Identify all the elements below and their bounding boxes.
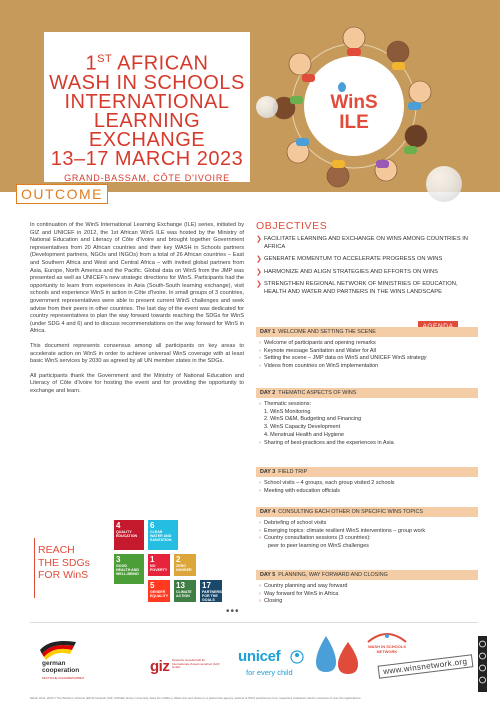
- outcome-paragraph: All participants thank the Government and the Ministry of National Education and Literacy of Côte d'Ivoire for hosting the event and for providing the opportunity to exchange and learn.: [30, 372, 244, 394]
- day-items: [256, 337, 478, 371]
- event-date: 13–17 MARCH 2023: [50, 147, 244, 170]
- event-location: GRAND-BASSAM, CÔTE D'IVOIRE: [64, 172, 230, 183]
- agenda-item: › Closing: [264, 598, 478, 606]
- agenda-item: › Sharing of best-practices and the experiences in Asia: [264, 440, 478, 448]
- title-line-1: 1ST AFRICAN: [85, 52, 209, 75]
- day-items: [256, 580, 478, 606]
- agenda-day-2: [256, 388, 478, 447]
- objective-item: ❯ GENERATE MOMENTUM TO ACCELERATE PROGRESS ON WINS: [256, 256, 443, 264]
- cc-license-icon: [478, 636, 487, 692]
- chevron-right-icon: ❯: [256, 268, 262, 276]
- sdg-tile-4: 4 QUALITY EDUCATION: [114, 520, 144, 550]
- agenda-item: › Emerging topics: climate resilient WinS interventions – group work: [264, 528, 478, 536]
- agenda-item: 4. Menstrual Health and Hygiene: [264, 431, 345, 438]
- agenda-item: › Videos from countries on WinS implementation: [264, 363, 478, 371]
- agenda-item: › Country consultation sessions (3 countries):: [264, 535, 478, 543]
- title-card: [44, 32, 250, 182]
- decorative-bubble: [256, 96, 278, 118]
- chevron-right-icon: ❯: [256, 256, 262, 264]
- creative-commons-badge: [478, 636, 487, 692]
- website-url[interactable]: www.winsnetwork.org: [378, 654, 473, 678]
- wins-network-logo-icon: [366, 630, 408, 644]
- german-cooperation-flag-icon: [38, 636, 78, 660]
- unicef-tagline: for every child: [246, 668, 293, 677]
- agenda-item: › School visits – 4 groups, each group visited 2 schools: [264, 480, 478, 488]
- day-items: [256, 517, 478, 551]
- unicef-globe-icon: [290, 650, 304, 664]
- agenda-item: › Country planning and way forward: [264, 583, 478, 591]
- outcome-paragraph: This document represents consensus among all participants on key areas to accelerate action on WinS in order to achieve universal WinS coverage with at least basic WinS services by 2030 as agreed by all UN member states in the SDGs.: [30, 342, 244, 365]
- agenda-item: › Meeting with education officials: [264, 488, 478, 496]
- footer-fine-print: March 22nd, 2023 // The WASH in Schools (WinS) Network (GIZ, UNICEF, Emory University, Save the Children, Water Aid, and others) is a global inter-agency network of WinS practitioners from respective institutions which comprises of over 60 organizations.: [30, 696, 362, 700]
- day-header: DAY 4 CONSULTING EACH OTHER ON SPECIFIC WINS TOPICS: [256, 507, 478, 517]
- german-cooperation-sub: DEUTSCHE ZUSAMMENARBEIT: [42, 676, 85, 680]
- agenda-day-5: [256, 570, 478, 606]
- title-line-3: INTERNATIONAL: [64, 90, 230, 113]
- agenda-item: › Debriefing of school visits: [264, 520, 478, 528]
- agenda-day-3: [256, 467, 478, 495]
- title-line-2: WASH IN SCHOOLS: [49, 71, 245, 94]
- outcome-tab: OUTCOME: [16, 184, 108, 204]
- chevron-right-icon: ❯: [256, 236, 262, 243]
- agenda-item: › Setting the scene – JMP data on WinS and UNICEF WinS strategy: [264, 355, 478, 363]
- agenda-item: › Welcome of participants and opening remarks: [264, 340, 478, 348]
- sdg-tile-3: 3 GOOD HEALTH AND WELL-BEING: [114, 554, 144, 584]
- day-header: DAY 5 PLANNING, WAY FORWARD AND CLOSING: [256, 570, 478, 580]
- agenda-item: › Keynote message Sanitation and Water for All: [264, 348, 478, 356]
- day-header: DAY 2 THEMATIC ASPECTS OF WINS: [256, 388, 478, 398]
- svg-text:WinS: WinS: [330, 92, 378, 113]
- title-line-4: LEARNING EXCHANGE: [88, 109, 206, 151]
- day-items: [256, 398, 478, 447]
- reach-sdgs-label: REACH THE SDGs FOR WinS: [38, 544, 90, 581]
- water-drops-icon: [312, 632, 362, 678]
- sdg-tile-17: 17 PARTNERSHIPS FOR THE GOALS: [202, 581, 230, 602]
- outcome-text: [30, 222, 244, 402]
- sdg-tile-13: 13 CLIMATE ACTION: [174, 580, 196, 602]
- svg-text:ILE: ILE: [339, 112, 369, 133]
- reach-divider: [34, 538, 35, 598]
- agenda-item: 3. WinS Capacity Development: [264, 424, 341, 431]
- agenda-item: peer to peer learning on WinS challenges: [268, 543, 369, 550]
- agenda-item: › Thematic sessions:: [264, 401, 478, 409]
- more-sdgs-indicator: •••: [226, 606, 240, 617]
- giz-logo: giz: [150, 658, 170, 675]
- agenda-item: › Way forward for WinS in Africa: [264, 591, 478, 599]
- sdg-tile-6: 6 CLEAN WATER AND SANITATION: [148, 520, 178, 550]
- chevron-right-icon: ❯: [256, 281, 262, 289]
- outcome-paragraph: In continuation of the WinS International Learning Exchange (ILE) series, initiated by GIZ and UNICEF in 2012, the 1st African WinS ILE was hosted by the Ministry of National Education and Literacy of Côte d'Ivoire and brought together Government representatives from 20 African countries and their key WASH in Schools partners (Development partners, NGOs and INGOs) from a total of 26 African countries – East and Southern Africa and West and Central Africa – with invited global partners from Asia, Europe, North America and the Pacific. Global data on WinS from the JMP was presented as well as UNICEF's new strategic directions for WinS. Participants had the opportunity to learn from experiences in Asia (South-South learning exchange), visit schools and experience WinS in action in Côte d'Ivoire. In small groups of 3 countries, government representatives were able to present current WinS challenges and seek advise from their peers in other countries. The last day of the event was dedicated for country representatives to plan the way forward towards reaching the SDGs for WinS (under SDG 4 and 6) and to discuss recommendations on the way forward for WinS in Africa.: [30, 222, 244, 335]
- unicef-logo: unicef: [238, 648, 281, 665]
- german-cooperation-logo: german cooperation: [42, 660, 80, 674]
- objectives-list: [256, 236, 476, 302]
- objective-item: ❯ HARMONIZE AND ALIGN STRATEGIES AND EFFORTS ON WINS: [256, 268, 439, 276]
- agenda-day-1: [256, 327, 478, 371]
- day-header: DAY 1 WELCOME AND SETTING THE SCENE: [256, 327, 478, 337]
- agenda-item: 1. WinS Monitoring: [264, 408, 311, 415]
- sdg-tile-2: 2 ZERO HUNGER: [174, 554, 196, 576]
- agenda-item: 2. WinS O&M, Budgeting and Financing: [264, 416, 362, 423]
- decorative-bubble: [426, 166, 462, 202]
- agenda-day-4: [256, 507, 478, 551]
- sdg-tile-1: 1 NO POVERTY: [148, 554, 170, 576]
- wins-ile-logo: [268, 20, 440, 192]
- objective-item: ❯ FACILITATE LEARNING AND EXCHANGE ON WINS AMONG COUNTRIES IN AFRICA: [256, 236, 468, 250]
- footer-divider: [30, 622, 478, 623]
- sdg-tile-5: 5 GENDER EQUALITY: [148, 580, 170, 602]
- objective-item: ❯ STRENGTHEN REGIONAL NETWORK OF MINISTRIES OF EDUCATION, HEALTH AND WATER AND PARTNERS IN THE WINS LANDSCAPE: [256, 281, 458, 295]
- day-items: [256, 477, 478, 495]
- wins-network-logo: WASH IN SCHOOLS NETWORK: [367, 644, 406, 654]
- sdg-panel: [30, 520, 244, 620]
- day-header: DAY 3 FIELD TRIP: [256, 467, 478, 477]
- giz-subtitle: Deutsche Gesellschaft für Internationale Zusammenarbeit (GIZ) GmbH: [172, 658, 220, 669]
- objectives-title: OBJECTIVES: [256, 220, 328, 232]
